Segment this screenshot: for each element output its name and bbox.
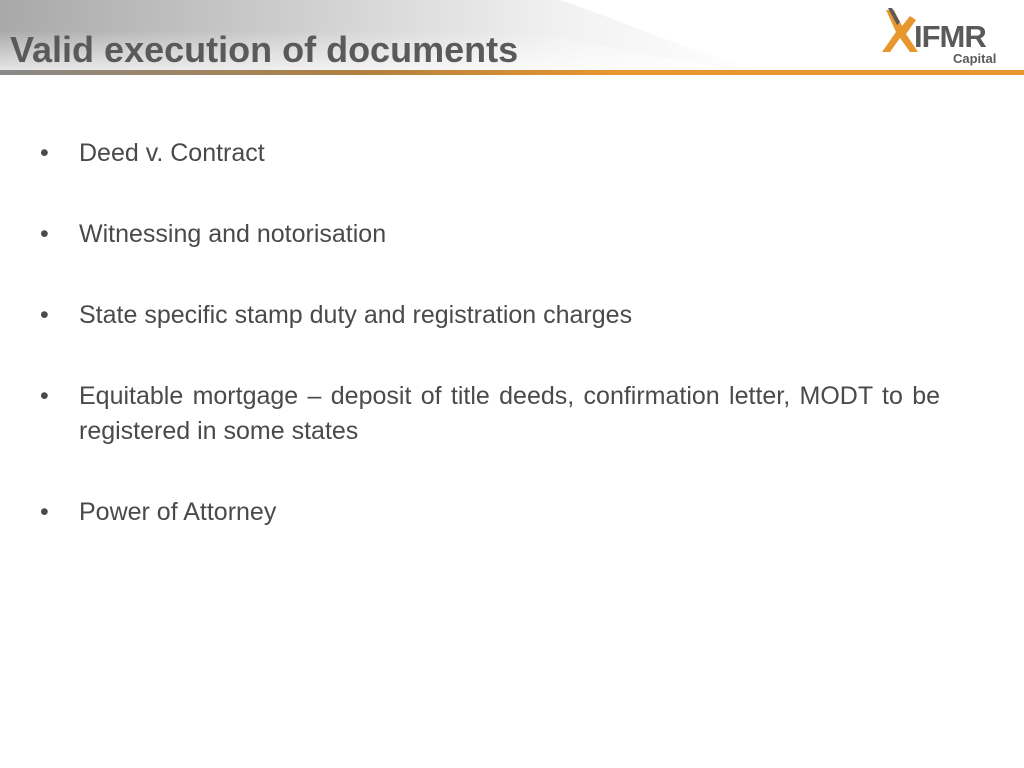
bullet-text: Equitable mortgage – deposit of title deeds, confirmation letter, MODT to be registered in some states: [79, 382, 940, 445]
bullet-item: [40, 217, 940, 252]
bullet-glyph: •: [40, 301, 49, 329]
bullet-list: [40, 136, 940, 576]
bullet-text: Deed v. Contract: [79, 139, 265, 167]
bullet-item: [40, 495, 940, 530]
bullet-glyph: •: [40, 382, 49, 410]
slide-header: [0, 0, 1024, 78]
bullet-text: Witnessing and notorisation: [79, 220, 387, 248]
bullet-item: [40, 136, 940, 171]
bullet-glyph: •: [40, 498, 49, 526]
bullet-text: State specific stamp duty and registration charges: [79, 301, 633, 329]
slide-title: Valid execution of documents: [10, 29, 519, 70]
bullet-item: [40, 379, 940, 449]
bullet-item: [40, 298, 940, 333]
logo-wordmark: IFMR: [914, 19, 986, 54]
bullet-glyph: •: [40, 220, 49, 248]
ifmr-capital-logo: [880, 8, 1010, 68]
bullet-glyph: •: [40, 139, 49, 167]
logo-subtitle: Capital: [953, 51, 997, 66]
bullet-text: Power of Attorney: [79, 498, 277, 526]
